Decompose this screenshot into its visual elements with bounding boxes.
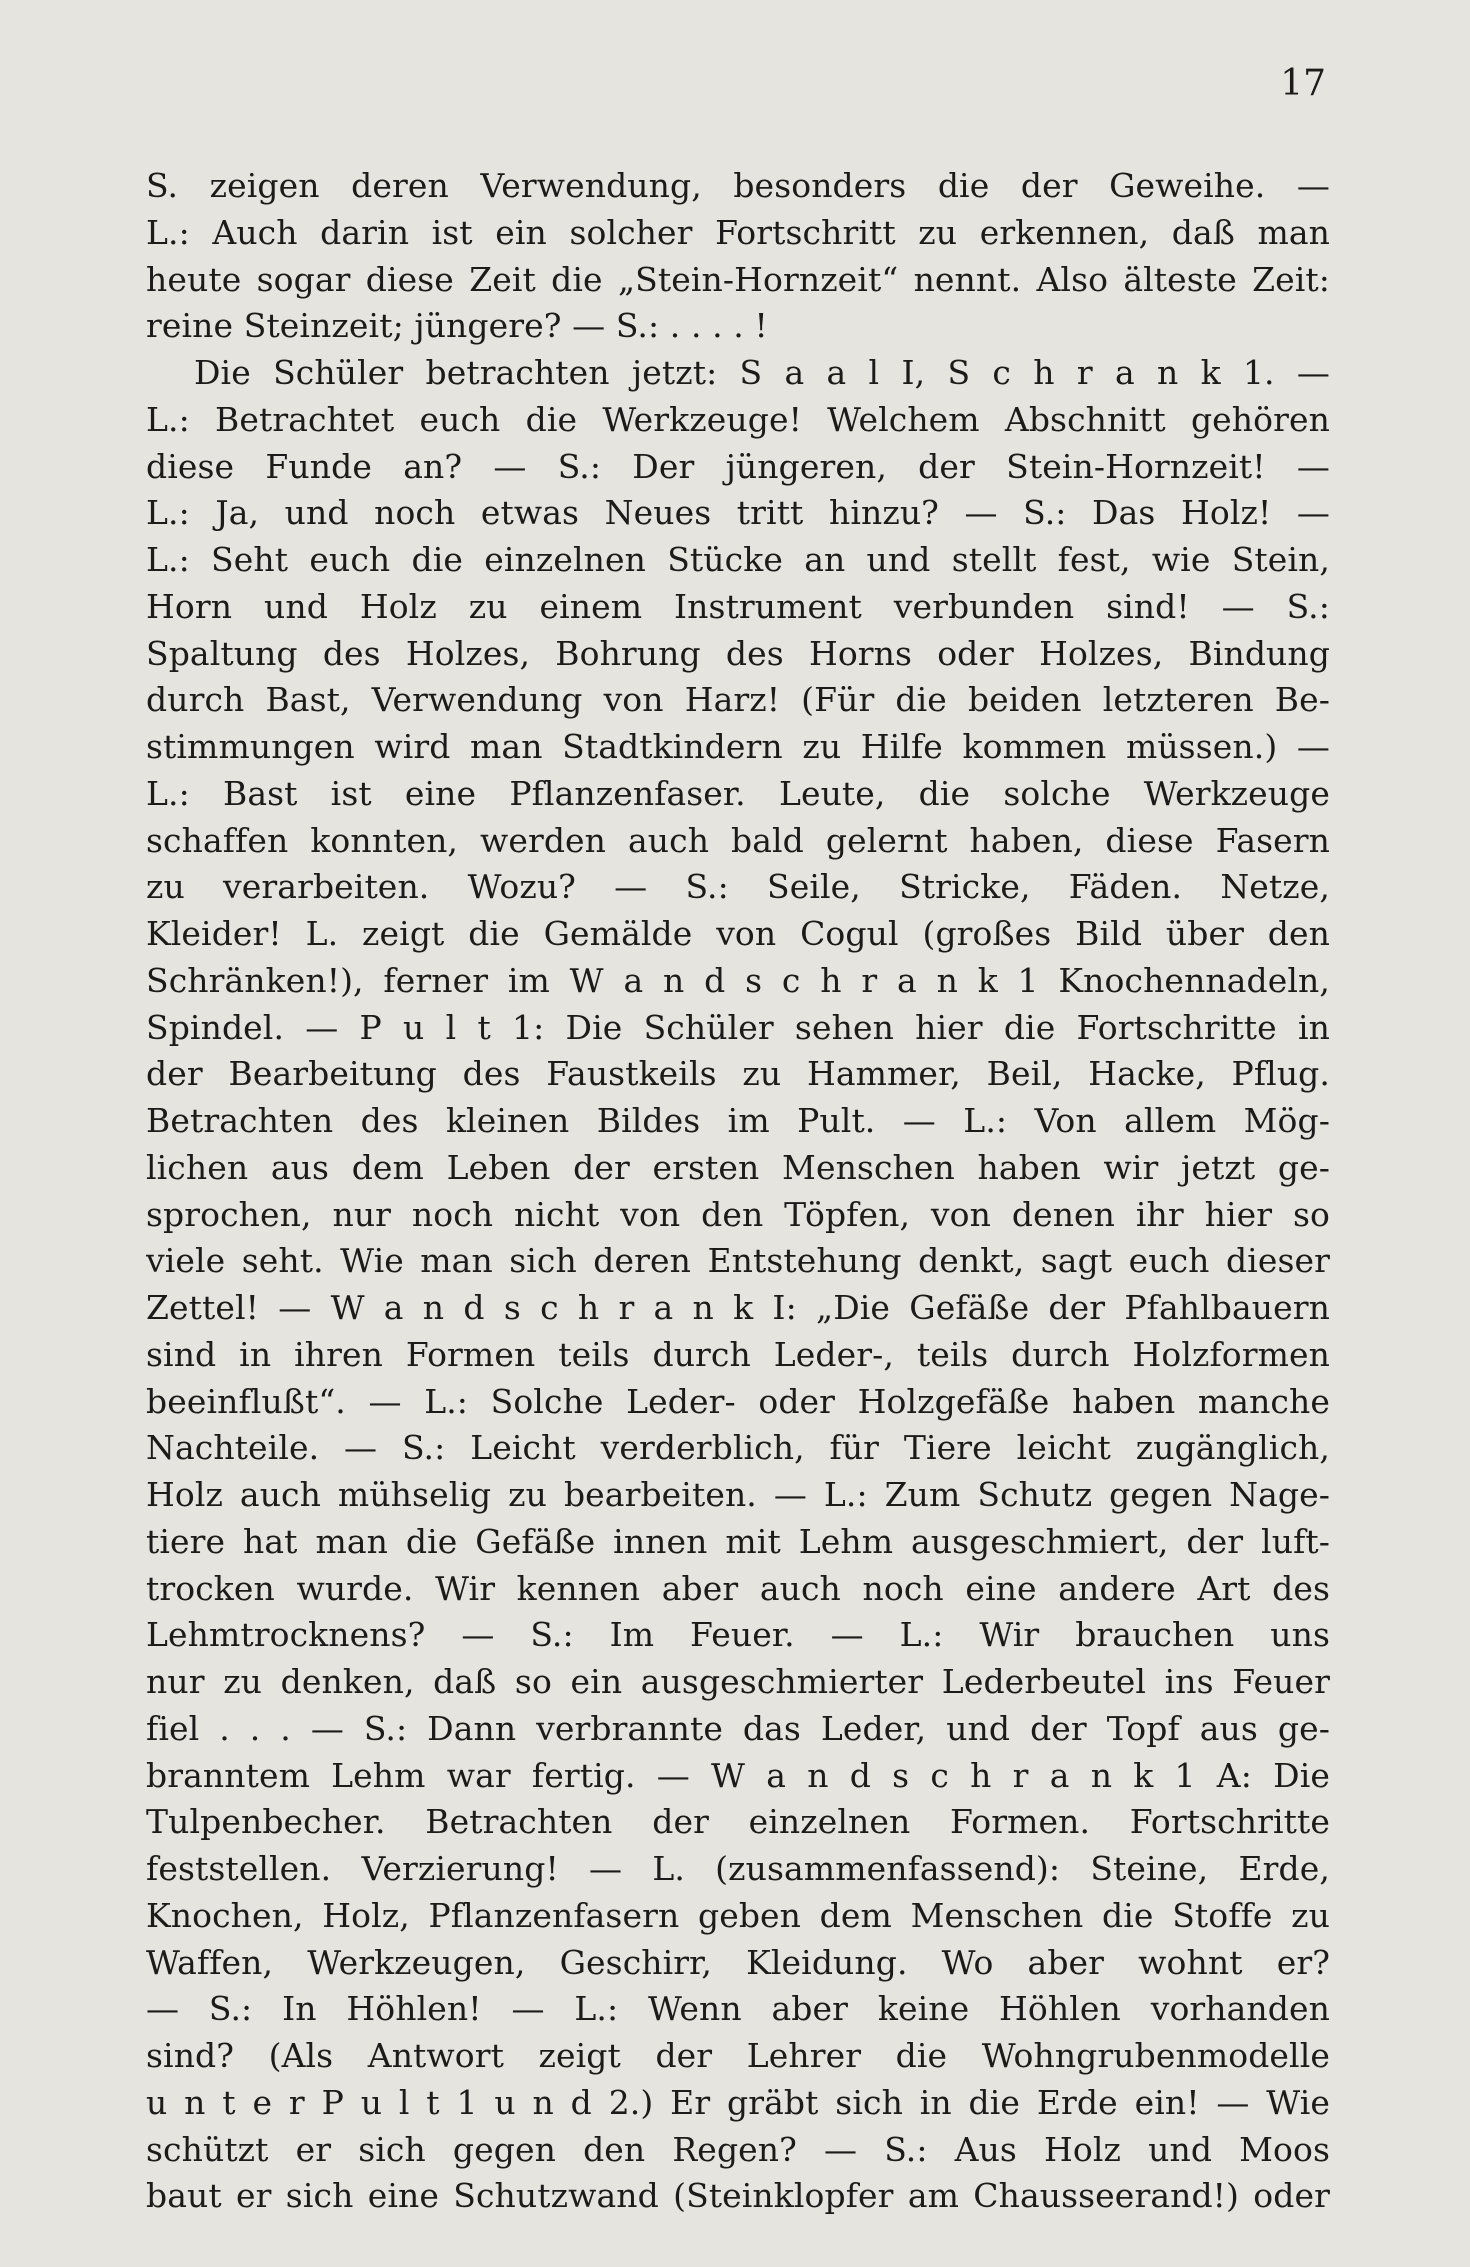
text-line: Schränken!), ferner im W a n d s c h r a n k 1 Knochennadeln, <box>146 960 1330 1000</box>
text-line: sprochen, nur noch nicht von den Töpfen, von denen ihr hier so <box>146 1194 1330 1234</box>
text-line: S. zeigen deren Verwendung, besonders die der Geweihe. — <box>146 166 1330 205</box>
text-line: schützt er sich gegen den Regen? — S.: Aus Holz und Moos <box>146 2129 1330 2169</box>
text-line: L.: Ja, und noch etwas Neues tritt hinzu? — S.: Das Holz! — <box>146 493 1330 533</box>
text-line: Zettel! — W a n d s c h r a n k I: „Die Gefäße der Pfahlbauern <box>146 1288 1330 1327</box>
text-line: Holz auch mühselig zu bearbeiten. — L.: Zum Schutz gegen Nage- <box>146 1475 1330 1514</box>
text-line: fiel . . . — S.: Dann verbrannte das Leder, und der Topf aus ge- <box>146 1708 1330 1748</box>
text-line: Spaltung des Holzes, Bohrung des Horns oder Holzes, Bindung <box>146 633 1330 673</box>
text-line: Spindel. — P u l t 1: Die Schüler sehen hier die Fortschritte in <box>146 1007 1330 1047</box>
text-line: baut er sich eine Schutzwand (Steinklopfer am Chausseerand!) oder <box>146 2176 1330 2216</box>
body-text <box>146 163 1330 2220</box>
text-line: Nachteile. — S.: Leicht verderblich, für Tiere leicht zugänglich, <box>146 1428 1330 1468</box>
text-line: L.: Betrachtet euch die Werkzeuge! Welchem Abschnitt gehören <box>146 399 1330 439</box>
text-line: feststellen. Verzierung! — L. (zusammenfassend): Steine, Erde, <box>146 1849 1330 1888</box>
text-line: zu verarbeiten. Wozu? — S.: Seile, Stricke, Fäden. Netze, <box>146 867 1330 907</box>
text-line: Knochen, Holz, Pflanzenfasern geben dem Menschen die Stoffe zu <box>146 1895 1330 1935</box>
text-line: heute sogar diese Zeit die „Stein-Hornzeit“ nennt. Also älteste Zeit: <box>146 259 1330 299</box>
text-line: trocken wurde. Wir kennen aber auch noch eine andere Art des <box>146 1568 1330 1608</box>
text-line: Waffen, Werkzeugen, Geschirr, Kleidung. Wo aber wohnt er? <box>146 1942 1330 1982</box>
page-number: 17 <box>1280 63 1326 104</box>
text-line: L.: Bast ist eine Pflanzenfaser. Leute, die solche Werkzeuge <box>146 773 1330 813</box>
text-line: schaffen konnten, werden auch bald gelernt haben, diese Fasern <box>146 820 1330 860</box>
text-line: der Bearbeitung des Faustkeils zu Hammer, Beil, Hacke, Pflug. <box>146 1054 1330 1094</box>
text-line: Kleider! L. zeigt die Gemälde von Cogul (großes Bild über den <box>146 914 1330 953</box>
text-line: Tulpenbecher. Betrachten der einzelnen Formen. Fortschritte <box>146 1802 1330 1842</box>
text-line: u n t e r P u l t 1 u n d 2.) Er gräbt sich in die Erde ein! — Wie <box>146 2082 1330 2122</box>
text-line: — S.: In Höhlen! — L.: Wenn aber keine Höhlen vorhanden <box>146 1989 1330 2029</box>
text-line: reine Steinzeit; jüngere? — S.: . . . . ! <box>146 306 768 346</box>
text-line: beeinflußt“. — L.: Solche Leder- oder Holzgefäße haben manche <box>146 1381 1330 1421</box>
text-line: lichen aus dem Leben der ersten Menschen haben wir jetzt ge- <box>146 1147 1330 1187</box>
text-line: Lehmtrocknens? — S.: Im Feuer. — L.: Wir brauchen uns <box>146 1615 1330 1655</box>
text-line: sind in ihren Formen teils durch Leder-, teils durch Holzformen <box>146 1334 1330 1374</box>
text-line: L.: Seht euch die einzelnen Stücke an und stellt fest, wie Stein, <box>146 540 1330 579</box>
text-line: Betrachten des kleinen Bildes im Pult. — L.: Von allem Mög- <box>146 1101 1330 1140</box>
text-line: tiere hat man die Gefäße innen mit Lehm ausgeschmiert, der luft- <box>146 1521 1330 1561</box>
text-line: durch Bast, Verwendung von Harz! (Für die beiden letzteren Be- <box>146 680 1330 720</box>
text-line: viele seht. Wie man sich deren Entstehung denkt, sagt euch dieser <box>146 1241 1330 1281</box>
text-line: Horn und Holz zu einem Instrument verbunden sind! — S.: <box>146 586 1330 626</box>
text-line: L.: Auch darin ist ein solcher Fortschritt zu erkennen, daß man <box>146 212 1330 252</box>
text-line: diese Funde an? — S.: Der jüngeren, der Stein-Hornzeit! — <box>146 446 1330 486</box>
text-line: branntem Lehm war fertig. — W a n d s c h r a n k 1 A: Die <box>146 1755 1330 1795</box>
text-line: stimmungen wird man Stadtkindern zu Hilfe kommen müssen.) — <box>146 727 1330 766</box>
text-line: Die Schüler betrachten jetzt: S a a l I, S c h r a n k 1. — <box>194 353 1330 392</box>
text-line: nur zu denken, daß so ein ausgeschmierter Lederbeutel ins Feuer <box>146 1662 1330 1701</box>
text-line: sind? (Als Antwort zeigt der Lehrer die Wohngrubenmodelle <box>146 2036 1330 2075</box>
